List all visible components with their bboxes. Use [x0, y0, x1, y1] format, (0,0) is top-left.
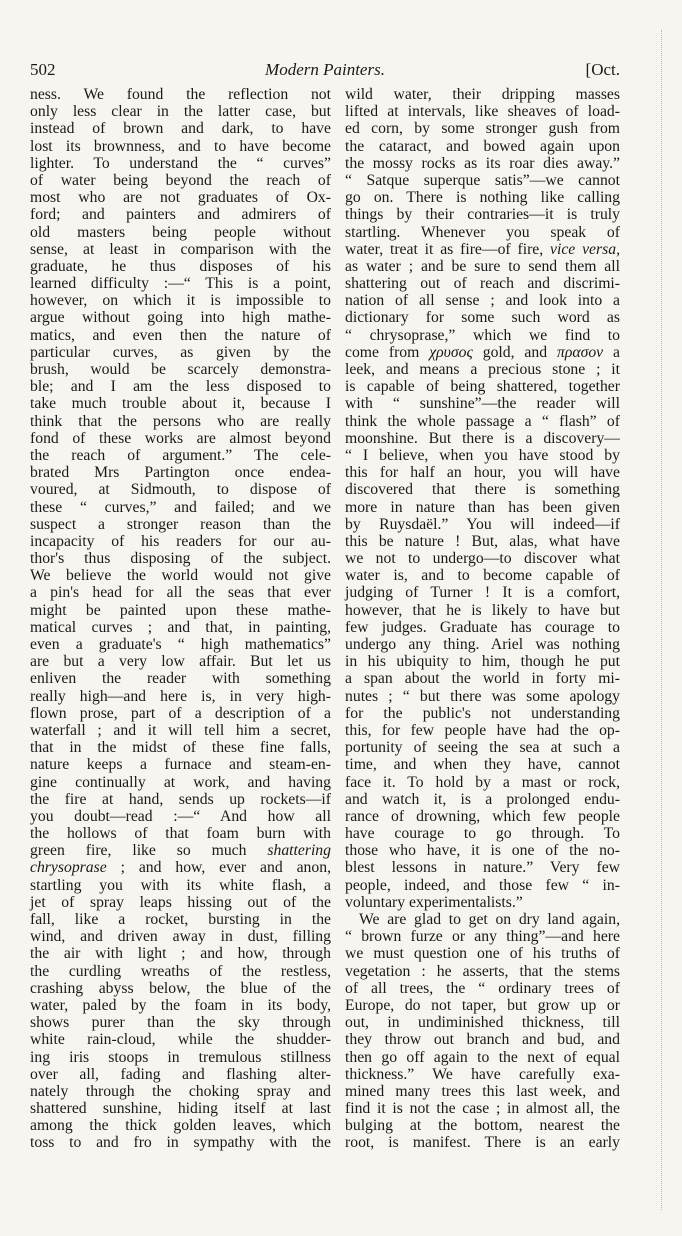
text-line [30, 258, 331, 275]
text-line [30, 842, 331, 859]
text-line [30, 241, 331, 258]
text-line [30, 120, 331, 137]
text-line [345, 516, 620, 533]
line-text: thor's thus disposing of the subject. [30, 550, 331, 568]
line-text: water, paled by the foam in its body, [30, 996, 331, 1014]
text-line [345, 1066, 620, 1083]
line-text: those who have, it is one of the no- [345, 842, 620, 860]
line-text: mined many trees this last week, and [345, 1082, 620, 1100]
line-text: instead of brown and dark, to have [30, 120, 331, 138]
text-line [345, 1117, 620, 1134]
line-text: gold, and [472, 343, 557, 361]
text-line [345, 155, 620, 172]
text-line [30, 636, 331, 653]
line-text: discovered that there is something [345, 481, 620, 499]
text-line [345, 602, 620, 619]
line-text: particular curves, as given by the [30, 343, 331, 361]
line-text: We believe the world would not give [30, 567, 331, 585]
text-line [30, 206, 331, 223]
text-line [30, 516, 331, 533]
line-text: the mossy rocks as its roar dies away.” [345, 154, 620, 172]
text-line [345, 584, 620, 601]
text-line [345, 842, 620, 859]
text-line [30, 275, 331, 292]
line-text: ble; and I am the less disposed to [30, 378, 331, 396]
text-line [345, 774, 620, 791]
text-line [30, 928, 331, 945]
line-text: and watch it, is a prolonged endu- [345, 790, 620, 808]
italic-text: πρασον [556, 343, 604, 361]
text-line [30, 945, 331, 962]
line-text: really high—and here is, in very high- [30, 687, 331, 705]
text-line [30, 533, 331, 550]
text-line [345, 241, 620, 258]
line-text: water is, and to become capable of [345, 567, 620, 585]
line-text: the hollows of that foam burn with [30, 825, 331, 843]
running-head [30, 60, 620, 84]
line-text: the cataract, and bowed again upon [345, 137, 620, 155]
text-line [345, 413, 620, 430]
line-text: jet of spray leaps hissing out of the [30, 893, 331, 911]
line-text: you doubt—read :—“ And how all [30, 807, 331, 825]
text-line [30, 963, 331, 980]
text-line [30, 447, 331, 464]
line-text: fall, like a rocket, bursting in the [30, 911, 331, 928]
line-text: the fire at hand, sends up rockets—if [30, 790, 331, 808]
text-line [30, 395, 331, 412]
line-text: voured, at Sidmouth, to dispose of [30, 481, 331, 499]
text-line [345, 275, 620, 292]
text-line [345, 1014, 620, 1031]
text-line [345, 756, 620, 773]
text-line [345, 327, 620, 344]
text-line [30, 1134, 331, 1151]
line-text: as water ; and be sure to send them all [345, 257, 620, 275]
text-line [345, 1049, 620, 1066]
line-text: ing iris stoops in tremulous stillness [30, 1048, 331, 1066]
text-line [345, 1083, 620, 1100]
text-line [30, 327, 331, 344]
text-line [30, 464, 331, 481]
text-line [345, 808, 620, 825]
line-text: even a graduate's “ high mathematics” [30, 636, 331, 653]
line-text: are but a very low affair. But let us [30, 653, 331, 671]
text-line [30, 911, 331, 928]
line-text: waterfall ; and it will tell him a secret, [30, 721, 331, 739]
line-text: suspect a stronger reason than the [30, 515, 331, 533]
text-line [345, 670, 620, 687]
text-line [30, 653, 331, 670]
line-text: shattered sunshine, hiding itself at last [30, 1100, 331, 1118]
text-line [345, 430, 620, 447]
text-line [345, 997, 620, 1014]
line-text: root, is manifest. There is an early [345, 1134, 620, 1152]
line-text: have courage to go through. To [345, 825, 620, 843]
line-text: shows purer than the sky through [30, 1014, 331, 1032]
text-line [345, 499, 620, 516]
text-line [30, 584, 331, 601]
text-line [30, 378, 331, 395]
line-text: out, in undiminished thickness, till [345, 1014, 620, 1032]
text-line [345, 859, 620, 876]
line-text: “ chrysoprase,” which we find to [345, 326, 620, 344]
line-text: find it is not the case ; in almost all, the [345, 1100, 620, 1118]
line-text: they throw out branch and bud, and [345, 1031, 620, 1049]
line-text: nature keeps a furnace and steam-en- [30, 756, 331, 774]
line-text: ; and how, ever and anon, [106, 859, 331, 877]
line-text: the air with light ; and how, through [30, 945, 331, 963]
line-text: undergo any thing. Ariel was nothing [345, 636, 620, 653]
text-line [30, 292, 331, 309]
italic-text: χρυσος [429, 343, 473, 361]
line-text: go on. There is nothing like calling [345, 189, 620, 207]
line-text: this be nature ! But, alas, what have [345, 532, 620, 550]
line-text: startling you with its white flash, a [30, 876, 331, 894]
line-text: “ brown furze or any thing”—and here [345, 928, 620, 946]
line-text: that in the midst of these fine falls, [30, 739, 331, 757]
line-text: by Ruysdaël.” You will indeed—if [345, 515, 620, 533]
text-line [30, 825, 331, 842]
line-text: this, for few people have had the op- [345, 721, 620, 739]
text-line [30, 172, 331, 189]
line-text: crashing abyss below, the blue of the [30, 979, 331, 997]
text-line [30, 344, 331, 361]
text-line [345, 447, 620, 464]
text-line [345, 395, 620, 412]
text-line [30, 138, 331, 155]
issue-month: [Oct. [585, 60, 620, 79]
line-text: we not to undergo—to discover what [345, 550, 620, 568]
text-line [30, 86, 331, 103]
text-line [345, 189, 620, 206]
line-text: things by their contraries—it is truly [345, 206, 620, 224]
text-line [345, 653, 620, 670]
line-text: learned difficulty :—“ This is a point, [30, 275, 331, 293]
text-line [30, 756, 331, 773]
text-line [345, 138, 620, 155]
text-line [30, 224, 331, 241]
italic-text: vice versa, [550, 240, 620, 258]
text-line [30, 859, 331, 876]
line-text: moonshine. But there is a discovery— [345, 429, 620, 447]
line-text: lifted at intervals, like sheaves of load- [345, 103, 620, 121]
line-text: a span about the world in forty mi- [345, 670, 620, 688]
text-line [345, 980, 620, 997]
text-line [345, 224, 620, 241]
line-text: vegetation : he asserts, that the stems [345, 962, 620, 980]
text-line [30, 877, 331, 894]
text-line [345, 550, 620, 567]
line-text: Europe, do not taper, but grow up or [345, 996, 620, 1014]
line-text: only less clear in the latter case, but [30, 103, 331, 121]
line-text: of all trees, the “ ordinary trees of [345, 979, 620, 997]
text-line [30, 894, 331, 911]
text-line [345, 1031, 620, 1048]
line-text: wind, and driven away in dust, filling [30, 928, 331, 946]
line-text: think the whole passage a “ flash” of [345, 412, 620, 430]
line-text: in his ubiquity to him, though he put [345, 653, 620, 671]
line-text: most who are not graduates of Ox- [30, 189, 331, 207]
text-line [30, 309, 331, 326]
line-text: ed corn, by some stronger gush from [345, 120, 620, 138]
line-text: come from [345, 343, 430, 361]
text-line [345, 705, 620, 722]
line-text: these “ curves,” and failed; and we [30, 498, 331, 516]
line-text: brush, would be scarcely demonstra- [30, 361, 331, 378]
text-line [345, 825, 620, 842]
line-text: voluntary experimentalists.” [345, 893, 523, 911]
text-line [30, 567, 331, 584]
text-line [30, 774, 331, 791]
line-text: old masters being people without [30, 223, 331, 241]
line-text: We are glad to get on dry land again, [359, 911, 620, 928]
text-line [345, 481, 620, 498]
text-line [30, 997, 331, 1014]
line-text: more in nature than has been given [345, 498, 620, 516]
line-text: few judges. Graduate has courage to [345, 618, 620, 636]
line-text: this for half an hour, you will have [345, 464, 620, 482]
line-text: graduate, he thus disposes of his [30, 257, 331, 275]
line-text: blest lessons in nature.” Very few [345, 859, 620, 877]
text-line [345, 292, 620, 309]
text-line [345, 120, 620, 137]
line-text: water, treat it as fire—of fire, [345, 240, 551, 258]
line-text: judging of Turner ! It is a comfort, [345, 584, 620, 602]
right-text-column [345, 86, 620, 1152]
line-text: rance of drowning, which few people [345, 807, 620, 825]
text-line [30, 808, 331, 825]
line-text: for the public's not understanding [345, 704, 620, 722]
text-line [345, 533, 620, 550]
text-line [345, 928, 620, 945]
text-line [345, 86, 620, 103]
line-text: time, and when they have, cannot [345, 756, 620, 774]
text-line [30, 430, 331, 447]
page-edge-rule [661, 30, 662, 1210]
text-line [345, 877, 620, 894]
line-text: white rain-cloud, while the shudder- [30, 1031, 331, 1049]
line-text: enliven the reader with something [30, 670, 331, 688]
text-line [345, 344, 620, 361]
text-line [345, 258, 620, 275]
line-text: green fire, like so much [30, 842, 268, 860]
text-line [30, 103, 331, 120]
line-text: among the thick golden leaves, which [30, 1117, 331, 1135]
text-line [345, 206, 620, 223]
text-line [345, 1134, 620, 1151]
line-text: might be painted upon these mathe- [30, 601, 331, 619]
line-text: nately through the choking spray and [30, 1082, 331, 1100]
line-text: leek, and means a precious stone ; it [345, 361, 620, 378]
line-text: bulging at the bottom, nearest the [345, 1117, 620, 1135]
text-line [30, 1014, 331, 1031]
line-text: nation of all sense ; and look into a [345, 292, 620, 310]
italic-text: shattering [267, 842, 331, 860]
line-text: toss to and fro in sympathy with the [30, 1134, 331, 1152]
line-text: wild water, their dripping masses [345, 86, 620, 103]
text-line [345, 464, 620, 481]
line-text: take much trouble about it, because I [30, 395, 331, 413]
line-text: matical curves ; and that, in painting, [30, 618, 331, 636]
text-line [345, 945, 620, 962]
text-line [345, 739, 620, 756]
text-line [345, 688, 620, 705]
text-line [345, 894, 620, 911]
text-line [345, 378, 620, 395]
line-text: sense, at least in comparison with the [30, 240, 331, 258]
line-text: however, that he is likely to have but [345, 601, 620, 619]
page-number: 502 [30, 60, 56, 79]
line-text: shattering out of reach and discrimi- [345, 275, 620, 293]
text-line [30, 670, 331, 687]
text-line [30, 1031, 331, 1048]
text-line [345, 103, 620, 120]
text-line [345, 911, 620, 928]
line-text: brated Mrs Partington once endea- [30, 464, 331, 482]
text-line [345, 636, 620, 653]
text-line [30, 791, 331, 808]
line-text: we must question one of his truths of [345, 945, 620, 963]
line-text: “ Satque superque satis”—we cannot [345, 171, 620, 189]
line-text: ness. We found the reflection not [30, 86, 331, 103]
text-line [30, 481, 331, 498]
text-line [345, 567, 620, 584]
text-line [345, 619, 620, 636]
text-line [345, 791, 620, 808]
text-line [30, 1117, 331, 1134]
line-text: lighter. To understand the “ curves” [30, 154, 331, 172]
text-line [30, 499, 331, 516]
text-line [30, 361, 331, 378]
text-line [345, 172, 620, 189]
line-text: argue without going into high mathe- [30, 309, 331, 327]
text-line [30, 602, 331, 619]
text-line [345, 1100, 620, 1117]
line-text: “ I believe, when you have stood by [345, 446, 620, 464]
text-line [30, 739, 331, 756]
line-text: face it. To hold by a mast or rock, [345, 773, 620, 791]
line-text: a pin's head for all the seas that ever [30, 584, 331, 602]
text-line [30, 189, 331, 206]
text-line [345, 309, 620, 326]
line-text: dictionary for some such word as [345, 309, 620, 327]
text-line [345, 722, 620, 739]
running-title: Modern Painters. [265, 60, 385, 79]
line-text: lost its brownness, and to have become [30, 137, 331, 155]
line-text: however, on which it is impossible to [30, 292, 331, 310]
line-text: with “ sunshine”—the reader will [345, 395, 620, 413]
text-line [30, 1083, 331, 1100]
line-text: fond of these works are almost beyond [30, 429, 331, 447]
line-text: ford; and painters and admirers of [30, 206, 331, 224]
text-line [30, 1066, 331, 1083]
text-line [30, 1100, 331, 1117]
text-line [345, 963, 620, 980]
line-text: then go off again to the next of equal [345, 1048, 620, 1066]
italic-text: chrysoprase [30, 859, 107, 877]
text-line [345, 361, 620, 378]
line-text: portunity of seeing the sea at such a [345, 739, 620, 757]
left-text-column [30, 86, 331, 1152]
line-text: of water being beyond the reach of [30, 171, 331, 189]
text-line [30, 550, 331, 567]
line-text: flown prose, part of a description of a [30, 704, 331, 722]
line-text: incapacity of his readers for our au- [30, 532, 331, 550]
line-text: matics, and even then the nature of [30, 326, 331, 344]
line-text: over all, fading and flashing alter- [30, 1065, 331, 1083]
text-line [30, 705, 331, 722]
line-text: think that the persons who are really [30, 412, 331, 430]
text-line [30, 413, 331, 430]
line-text: the reach of argument.” The cele- [30, 446, 331, 464]
text-line [30, 980, 331, 997]
line-text: the curdling wreaths of the restless, [30, 962, 331, 980]
text-line [30, 1049, 331, 1066]
line-text: startling. Whenever you speak of [345, 223, 620, 241]
text-line [30, 619, 331, 636]
line-text: people, indeed, and those few “ in- [345, 876, 620, 894]
line-text: a [603, 343, 620, 361]
line-text: thickness.” We have carefully exa- [345, 1065, 620, 1083]
line-text: nutes ; “ but there was some apology [345, 687, 620, 705]
text-line [30, 688, 331, 705]
text-line [30, 155, 331, 172]
line-text: gine continually at work, and having [30, 773, 331, 791]
text-line [30, 722, 331, 739]
line-text: is capable of being shattered, together [345, 378, 620, 396]
